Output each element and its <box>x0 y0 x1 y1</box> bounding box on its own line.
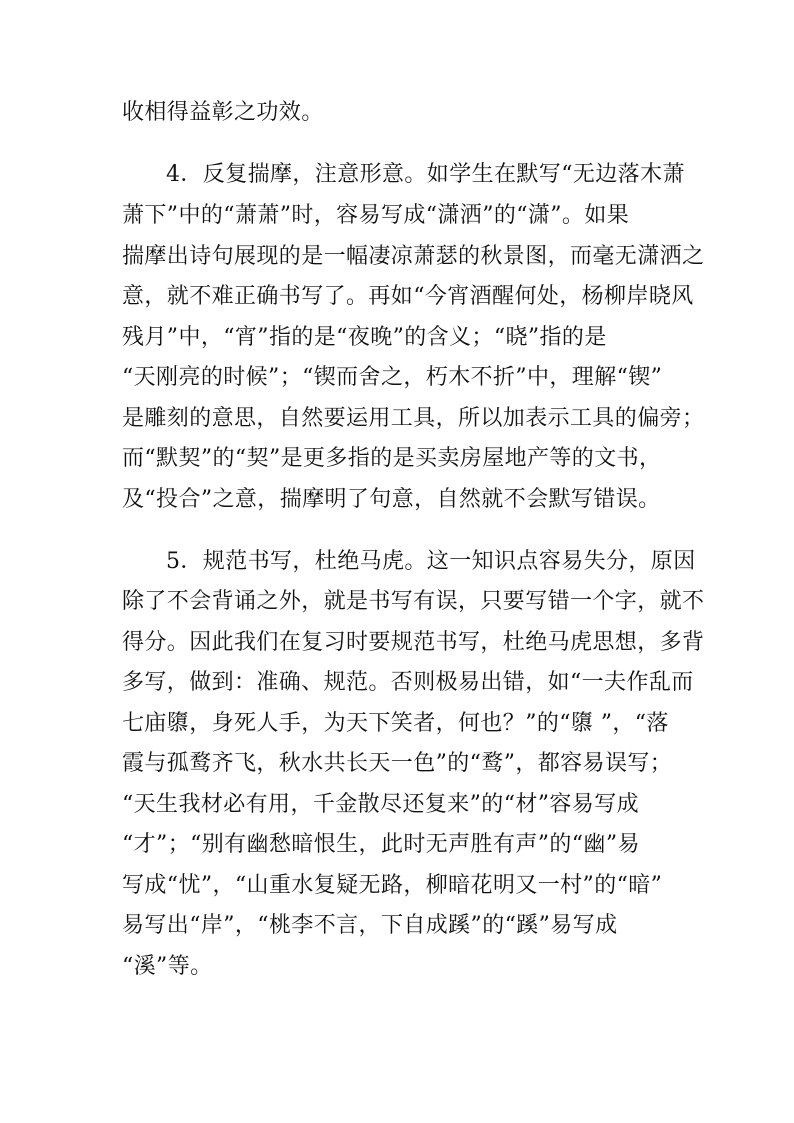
text-line: 七庙隳，身死人手，为天下笑者，何也？”的“隳 ”，“落 <box>122 711 669 736</box>
text-line: 写成“忧”，“山重水复疑无路，柳暗花明又一村”的“暗” <box>122 873 663 898</box>
text-line: 得分。因此我们在复习时要规范书写，杜绝马虎思想，多背 <box>122 630 705 655</box>
text-line: 多写，做到：准确、规范。否则极易出错，如“一夫作乱而 <box>122 670 694 695</box>
text-line: 易写出“岸”，“桃李不言，下自成蹊”的“蹊”易写成 <box>122 913 618 938</box>
text-line: 收相得益彰之功效。 <box>122 100 324 125</box>
paragraph-4-first-line: 4．反复揣摩，注意形意。如学生在默写“无边落木萧 <box>166 162 685 187</box>
text-line: “溪”等。 <box>122 954 213 979</box>
text-line: “天刚亮的时候”；“锲而舍之，朽木不折”中，理解“锲” <box>122 365 663 390</box>
text-line: 残月”中，“宵”指的是“夜晚”的含义；“晓”指的是 <box>122 325 607 350</box>
text-line: “天生我材必有用，千金散尽还复来”的“材”容易写成 <box>122 792 639 817</box>
text-line: “才”；“别有幽愁暗恨生，此时无声胜有声”的“幽”易 <box>122 832 640 857</box>
text-line: 萧下”中的“萧萧”时，容易写成“潇洒”的“潇”。如果 <box>122 203 630 228</box>
text-line: 意，就不难正确书写了。再如“今宵酒醒何处，杨柳岸晓风 <box>122 284 694 309</box>
text-line: 霞与孤鹜齐飞，秋水共长天一色”的“鹜”，都容易误写； <box>122 751 673 776</box>
text-line: 及“投合”之意，揣摩明了句意，自然就不会默写错误。 <box>122 487 661 512</box>
text-line: 除了不会背诵之外，就是书写有误，只要写错一个字，就不 <box>122 589 705 614</box>
text-line: 而“默契”的“契”是更多指的是买卖房屋地产等的文书， <box>122 446 662 471</box>
text-line: 揣摩出诗句展现的是一幅凄凉萧瑟的秋景图，而毫无潇洒之 <box>122 244 705 269</box>
paragraph-5-first-line: 5．规范书写，杜绝马虎。这一知识点容易失分，原因 <box>166 549 696 574</box>
text-line: 是雕刻的意思，自然要运用工具，所以加表示工具的偏旁； <box>122 406 705 431</box>
